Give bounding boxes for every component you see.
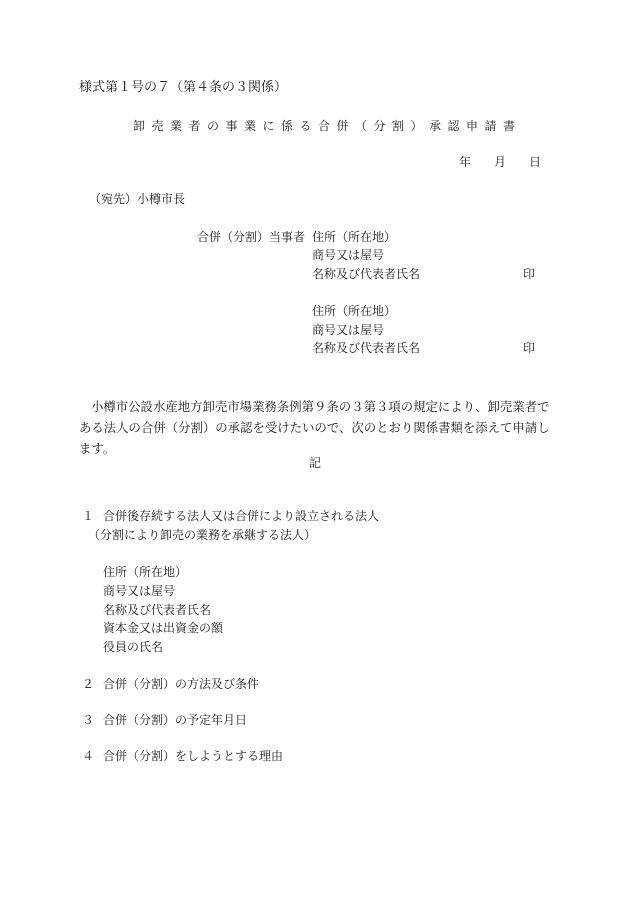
item-3-text: 合併（分割）の予定年月日 xyxy=(103,713,248,727)
body-paragraph: 小樽市公設水産地方卸売市場業務条例第９条の３第３項の規定により、卸売業者である法人の合併（分割）の承認を受けたいので、次のとおり関係書類を添えて申請します。 xyxy=(79,399,550,456)
item-1-number: １ xyxy=(82,509,95,523)
party-2-address: 住所（所在地） xyxy=(312,304,397,318)
item-1-sub-1: 住所（所在地） xyxy=(103,565,188,579)
party-2-representative: 名称及び代表者氏名 xyxy=(312,341,421,355)
date-year: 年 xyxy=(459,155,472,169)
document-title: 卸売業者の事業に係る合併（分割）承認申請書 xyxy=(133,119,522,133)
party-2-trade-name: 商号又は屋号 xyxy=(312,323,385,337)
party-1-trade-name: 商号又は屋号 xyxy=(312,248,385,262)
party-1-seal: 印 xyxy=(523,267,536,281)
party-1-representative: 名称及び代表者氏名 xyxy=(312,267,421,281)
item-1-sub-2: 商号又は屋号 xyxy=(103,584,176,598)
item-3-number: ３ xyxy=(82,713,95,727)
item-2-text: 合併（分割）の方法及び条件 xyxy=(103,677,260,691)
party-label: 合併（分割）当事者 xyxy=(197,230,306,244)
item-1-note: （分割により卸売の業務を承継する法人） xyxy=(88,528,317,542)
party-2-seal: 印 xyxy=(523,341,536,355)
item-2-number: ２ xyxy=(82,677,95,691)
item-4-number: ４ xyxy=(82,749,95,763)
party-1-address: 住所（所在地） xyxy=(312,230,397,244)
form-number: 様式第１号の７（第４条の３関係） xyxy=(79,80,288,95)
date-month: 月 xyxy=(494,155,507,169)
item-1-sub-4: 資本金又は出資金の額 xyxy=(103,621,224,635)
ki-heading: 記 xyxy=(309,456,322,470)
addressee: （宛先）小樽市長 xyxy=(89,192,186,206)
item-1-text: 合併後存続する法人又は合併により設立される法人 xyxy=(103,509,380,523)
item-4-text: 合併（分割）をしようとする理由 xyxy=(103,749,284,763)
item-1-sub-3: 名称及び代表者氏名 xyxy=(103,603,212,617)
item-1-sub-5: 役員の氏名 xyxy=(103,640,164,654)
date-day: 日 xyxy=(529,155,542,169)
